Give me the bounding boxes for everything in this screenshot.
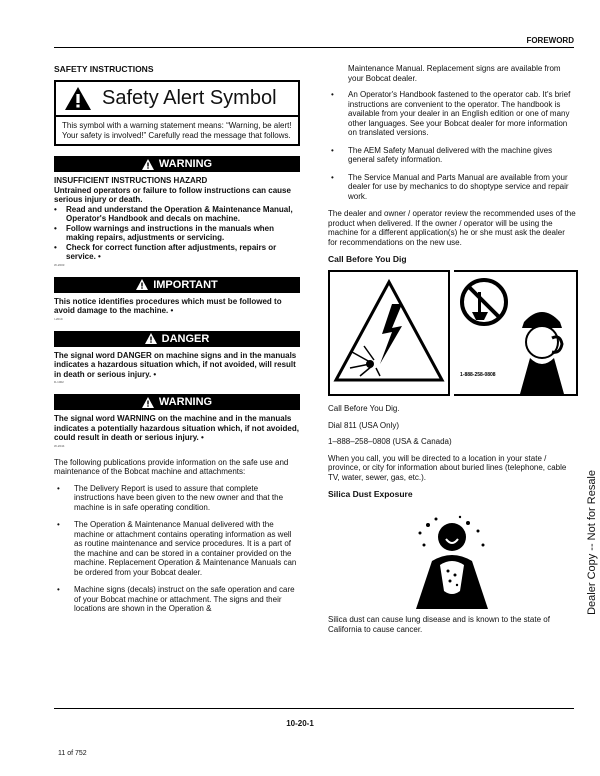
warning1-bullets — [54, 205, 300, 262]
silica-text: Silica dust can cause lung disease and is known to the state of California to cause cancer. — [328, 615, 550, 634]
call-line-3: 1–888–258–0808 (USA & Canada) — [328, 437, 452, 446]
no-digging-worker-icon — [454, 272, 576, 394]
call-instructions: When you call, you will be directed to a location in your state / province, or city for information about buried lines (telephone, cable TV, water, sewer, gas, etc.). — [328, 453, 567, 482]
warning-triangle-icon — [142, 159, 154, 170]
signs-continuation: Maintenance Manual. Replacement signs are available from your Bobcat dealer. — [348, 64, 561, 83]
warning-label-2: WARNING — [158, 396, 213, 408]
warning1-heading: INSUFFICIENT INSTRUCTIONS HAZARD — [54, 176, 208, 185]
important-banner — [54, 277, 300, 293]
left-column — [54, 64, 300, 614]
important-text: This notice identifies procedures which must be followed to avoid damage to the machine. • — [54, 296, 282, 315]
danger-banner — [54, 331, 300, 347]
electrocution-hazard-panel — [328, 270, 450, 396]
list-item: • Read and understand the Operation & Maintenance Manual, Operator's Handbook and decals on machine. — [54, 205, 300, 224]
safety-instructions-heading: SAFETY INSTRUCTIONS — [54, 64, 154, 74]
warning1-code: W-2003 — [54, 262, 65, 267]
list-item: • Machine signs (decals) instruct on the safe operation and care of your Bobcat machine or attachment. The signs and their locations are shown in the Operation & — [54, 585, 300, 614]
call-line-2: Dial 811 (USA Only) — [328, 420, 399, 430]
publications-list-right — [328, 90, 576, 201]
warning2-code: W-2044 — [54, 443, 65, 448]
hotline-number: 1-888-258-0808 — [460, 372, 496, 378]
list-item: • Check for correct function after adjustments, repairs or service. • — [54, 243, 300, 262]
publications-list-left — [54, 484, 300, 614]
dealer-copy-watermark: Dealer Copy -- Not for Resale — [586, 470, 598, 615]
list-item: • The Service Manual and Parts Manual are available from your dealer for use by mechanics to do shoptype service and repair work. — [328, 173, 576, 202]
danger-label: DANGER — [161, 332, 210, 345]
warning-triangle-icon — [142, 397, 154, 408]
safety-alert-box — [54, 80, 300, 146]
footer-rule — [54, 708, 574, 709]
page-counter: 11 of 752 — [58, 750, 87, 757]
call-before-you-dig-heading: Call Before You Dig — [328, 254, 407, 264]
list-item: • The Delivery Report is used to assure that complete instructions have been given to the new owner and that the machine is in safe operating condition. — [54, 484, 300, 513]
explosion-electric-hazard-icon — [330, 272, 448, 394]
list-item: • Follow warnings and instructions in the manuals when making repairs, adjustments or servicing. — [54, 224, 300, 243]
warning-banner-1 — [54, 156, 300, 172]
danger-text: The signal word DANGER on machine signs and in the manuals indicates a hazardous situation which, if not avoided, will result in death or serious injury. • — [54, 350, 297, 379]
section-title: FOREWORD — [526, 36, 574, 45]
silica-heading: Silica Dust Exposure — [328, 489, 413, 499]
call-before-you-dig-image — [328, 270, 576, 396]
safety-alert-triangle-icon — [64, 86, 92, 111]
list-item: • An Operator's Handbook fastened to the operator cab. It's brief instructions are convenient to the operator. The handbook is available from your dealer in an English edition or one of many other languages. See your Bobcat dealer for more information on translated versions. — [328, 90, 576, 138]
important-label: IMPORTANT — [153, 278, 218, 291]
important-code: I-2019 — [54, 316, 63, 321]
publications-intro: The following publications provide information on the safe use and maintenance of the Bobcat machine and attachments: — [54, 457, 289, 476]
right-column — [328, 64, 576, 641]
warning-label-1: WARNING — [158, 158, 213, 170]
call-hotline-panel — [454, 270, 578, 396]
warning2-text: The signal word WARNING on the machine and in the manuals indicates a potentially hazardous situation which, if not avoided, could result in death or serious injury. • — [54, 414, 299, 442]
page-number: 10-20-1 — [286, 719, 314, 728]
dealer-review-text: The dealer and owner / operator review the recommended uses of the product when delivered. If the owner / operator will be using the machine for a different application(s) he or she must ask the dealer for recommendations on the new use. — [328, 209, 576, 247]
list-item: • The AEM Safety Manual delivered with the machine gives general safety information. — [328, 146, 576, 165]
warning-triangle-icon — [145, 333, 157, 344]
danger-code: D-1002 — [54, 380, 64, 384]
header-rule — [54, 47, 574, 48]
silica-dust-hazard-icon — [328, 505, 576, 615]
warning1-intro: Untrained operators or failure to follow instructions can cause serious injury or death. — [54, 185, 291, 204]
list-item: • The Operation & Maintenance Manual delivered with the machine or attachment contains operating information as well as routine maintenance and service procedures. It is a part of the machine and can be stored in a container provided on the machine. Replacement Operation & Maintenance Manuals can be ordered from your Bobcat dealer. — [54, 520, 300, 577]
warning-banner-2 — [54, 394, 300, 410]
silica-dust-image — [328, 505, 576, 615]
safety-alert-body: This symbol with a warning statement means: “Warning, be alert! Your safety is involved!” Carefully read the message that follows. — [62, 121, 292, 140]
safety-alert-title-row — [56, 82, 298, 117]
call-line-1: Call Before You Dig. — [328, 404, 400, 413]
safety-alert-title: Safety Alert Symbol — [102, 87, 277, 109]
warning-triangle-icon — [136, 279, 148, 290]
